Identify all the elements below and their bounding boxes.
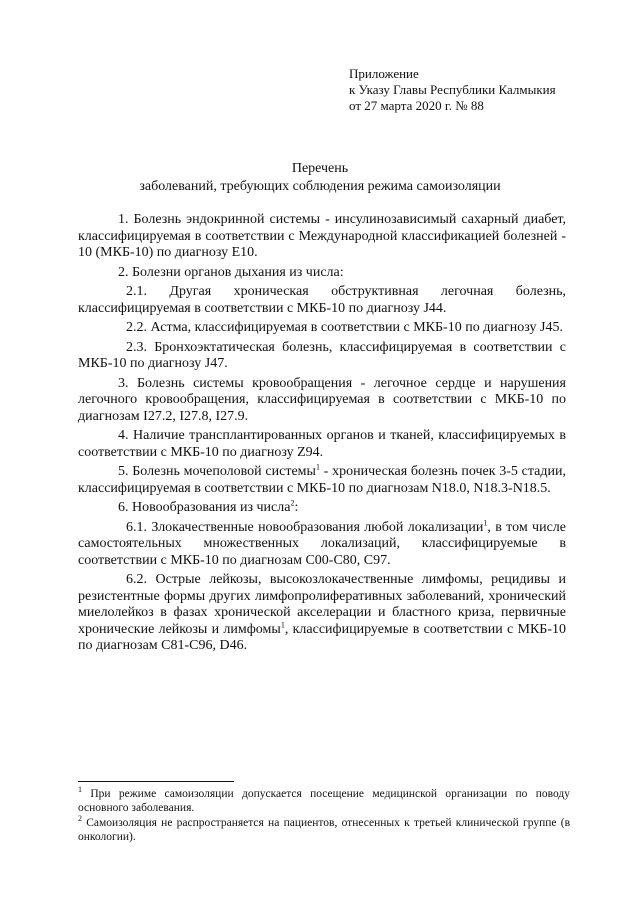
header-line-2: к Указу Главы Республики Калмыкия: [349, 82, 556, 97]
list-item-1: 1. Болезнь эндокринной системы - инсулинозависимый сахарный диабет, классифицируемая в соответствии с Международной классификацией болезней - 10 (МКБ-10) по диагнозу Е10.: [78, 212, 566, 260]
footnote-2: [78, 814, 570, 844]
list-item-6-1-text-a: 6.1. Злокачественные новообразования любой локализации: [126, 519, 484, 535]
list-item-5-text-b: - хроническая болезнь почек 3-5 стадии, классифицируемая в соответствии с МКБ-10 по диагнозам N18.0, N18.3-N18.5.: [78, 464, 566, 496]
appendix-header: [349, 66, 556, 114]
header-line-1: Приложение: [349, 66, 419, 81]
footnote-1-text: При режиме самоизоляции допускается посещение медицинской организации по поводу основного заболевания.: [78, 788, 570, 814]
document-title: Перечень: [291, 161, 349, 176]
footnote-divider: [78, 781, 234, 782]
list-item-6-text-b: :: [294, 500, 299, 515]
list-item-6-2-text-b: , классифицируемые в соответствии с МКБ-10 по диагнозам С81-С96, D46.: [78, 621, 566, 653]
footnote-ref-2: 2: [290, 498, 295, 508]
list-item-6-text-a: 6. Новообразования из числа: [118, 500, 291, 515]
footnote-1: [78, 785, 570, 815]
footnote-mark-1: 1: [78, 785, 82, 795]
list-item-2-2: 2.2. Астма, классифицируемая в соответствии с МКБ-10 по диагнозу J45.: [126, 320, 563, 335]
list-item-6-1: [78, 517, 566, 570]
footnote-ref-1: 1: [483, 517, 488, 527]
document-subtitle: заболеваний, требующих соблюдения режима самоизоляции: [139, 179, 501, 194]
footnote-mark-2: 2: [78, 814, 82, 824]
list-item-5-text-a: 5. Болезнь мочеполовой системы: [118, 464, 316, 479]
list-item-3: 3. Болезнь системы кровообращения - легочное сердце и нарушения легочного кровообращения, классифицируемая в соответствии с МКБ-10 по диагнозам I27.2, I27.8, I27.9.: [78, 375, 566, 424]
list-item-2-3: 2.3. Бронхоэктатическая болезнь, классифицируемая в соответствии с МКБ-10 по диагнозу J47.: [78, 339, 566, 371]
list-item-6-2: [78, 572, 566, 655]
list-item-6-1-text-b: , в том числе самостоятельных множественных локализаций, классифицируемые в соответствии с МКБ-10 по диагнозам С00-С80, С97.: [78, 519, 566, 568]
list-item-5: [78, 464, 566, 497]
list-item-2-1: 2.1. Другая хроническая обструктивная легочная болезнь, классифицируемая в соответствии с МКБ-10 по диагнозу J44.: [78, 284, 566, 316]
footnote-2-text: Самоизоляция не распространяется на пациентов, отнесенных к третьей клинической группе (в онкологии).: [78, 817, 570, 843]
list-item-6-2-text-a: 6.2. Острые лейкозы, высокозлокачественные лимфомы, рецидивы и резистентные формы других лимфопролиферативных заболеваний, хронический миелолейкоз в фазах хронической акселерации и бластного криза, первичные хронические лейкозы и лимфомы: [78, 572, 566, 637]
footnote-ref-1: 1: [280, 619, 285, 629]
footnotes: [78, 785, 570, 846]
list-item-6: [78, 500, 566, 517]
header-line-3: от 27 марта 2020 г. № 88: [349, 98, 484, 113]
list-item-4: 4. Наличие трансплантированных органов и тканей, классифицируемых в соответствии с МКБ-10 по диагнозу Z94.: [78, 428, 566, 460]
footnote-ref-1: 1: [315, 462, 320, 472]
disease-list: [78, 212, 566, 658]
list-item-2: 2. Болезни органов дыхания из числа:: [118, 264, 344, 280]
